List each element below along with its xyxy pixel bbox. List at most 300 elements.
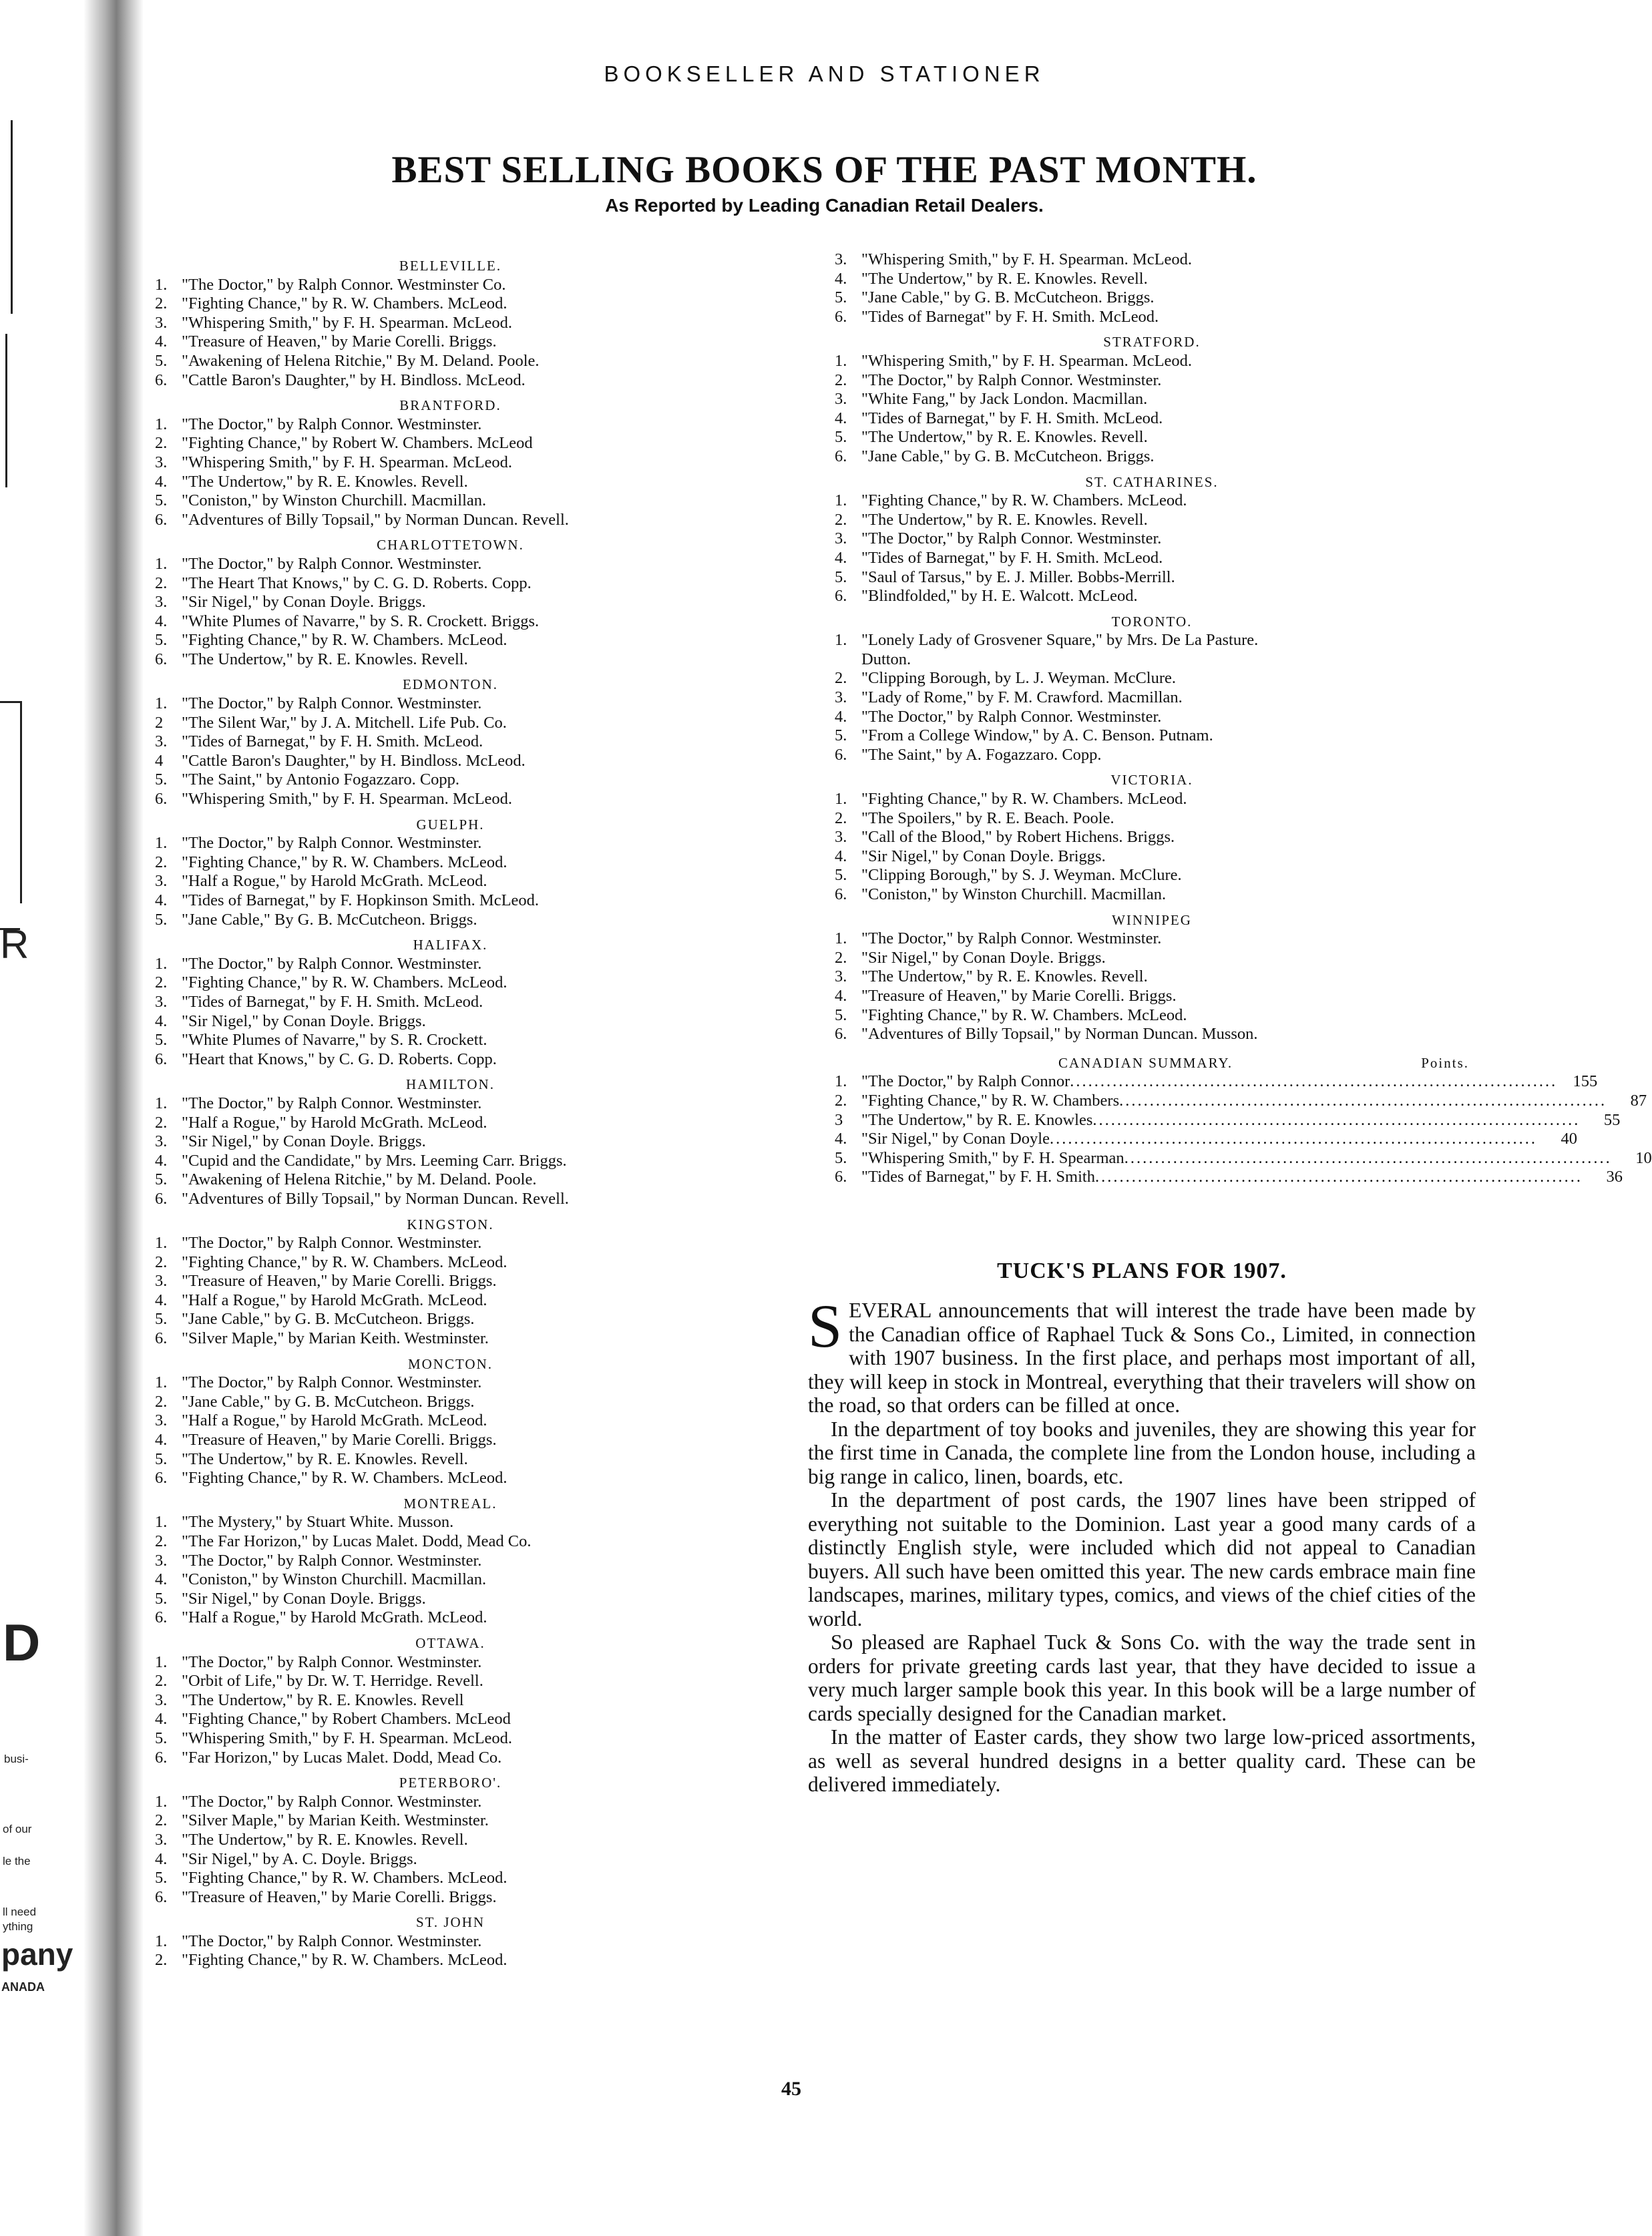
summary-row [835,1110,1621,1130]
rank-number: 6. [155,1469,168,1488]
list-item [155,1653,746,1672]
book-entry: "The Doctor," by Ralph Connor. Westminster. [182,1652,482,1671]
list-item [155,911,746,930]
book-entry: "Tides of Barnegat," by F. Hopkinson Smith. McLeod. [182,891,540,909]
rank-number: 3. [155,593,168,612]
list-item [155,415,746,435]
rank-number: 2. [835,510,847,529]
book-entry: "Fighting Chance," by R. W. Chambers. McLeod. [861,790,1187,809]
book-entry: "Fighting Chance," by R. W. Chambers. McLeod. [182,1869,507,1887]
city-heading: KINGSTON. [407,1216,494,1233]
rank-number: 4. [835,847,847,865]
list-item [835,688,1469,708]
list-item [155,891,746,911]
rank-number: 1. [835,929,847,948]
rank-number: 2. [835,1091,847,1110]
summary-row [835,1148,1652,1168]
book-entry: "Sir Nigel," by A. C. Doyle. Briggs. [182,1849,417,1868]
list-item [155,434,746,453]
rank-number: 5. [155,1449,168,1468]
rank-number: 3. [835,688,847,707]
list-item [835,511,1469,530]
list-item [835,352,1469,371]
list-item [835,708,1469,727]
book-entry: "The Doctor," by Ralph Connor. Westminster. [182,554,482,573]
book-entry: "Half a Rogue," by Harold McGrath. McLeod. [182,1608,487,1627]
list-item [155,276,746,295]
book-entry: "Silver Maple," by Marian Keith. Westminster. [182,1811,489,1830]
list-item [835,409,1469,429]
spine-fragment: busi- [4,1753,29,1765]
rank-number: 1. [835,631,847,650]
list-item [155,1411,746,1431]
list-item [835,549,1469,568]
list-item [155,1094,746,1114]
rank-number: 6. [835,587,847,606]
book-entry: "Coniston," by Winston Churchill. Macmillan. [182,1570,487,1589]
book-entry: "Heart that Knows," by C. G. D. Roberts. Copp. [182,1050,497,1068]
list-item [155,1310,746,1329]
book-entry: "Sir Nigel," by Conan Doyle. Briggs. [182,593,426,612]
book-entry: "Adventures of Billy Topsail," by Norman Duncan. Revell. [182,1189,569,1208]
rank-number: 4. [835,409,847,427]
book-entry: "The Doctor," by Ralph Connor. Westminster. [182,1373,482,1392]
spine-rule [0,701,22,903]
rank-number: 2. [155,1113,168,1132]
book-entry: "The Doctor," by Ralph Connor. Westminster. [861,707,1162,726]
dot-leader: ................................................................................ [1094,1168,1583,1186]
list-item [155,1749,746,1768]
book-entry: "The Doctor," by Ralph Connor. Westminster Co. [182,275,506,294]
city-heading: MONTREAL. [403,1495,497,1512]
rank-number: 2. [155,1672,168,1691]
list-item [155,1431,746,1450]
rank-number: 4. [155,1012,168,1030]
rank-number: 6. [155,1189,168,1208]
rank-number: 4. [835,707,847,726]
article-paragraph: In the matter of Easter cards, they show two large low-priced assortments, as well as several hundred designs in a better quality card. These can be delivered immediately. [808,1725,1476,1796]
list-item [155,694,746,714]
left-column [155,250,746,1970]
book-entry: "Tides of Barnegat," by F. H. Smith. McLeod. [861,409,1163,427]
rank-number: 1. [155,1373,168,1392]
points-value: 10 [1635,1148,1652,1167]
list-item [155,1951,746,1970]
rank-number: 2. [155,1532,168,1550]
rank-number: 3. [155,1132,168,1151]
spine-fragment: D [3,1613,41,1672]
list-item [155,1114,746,1133]
book-entry: "Awakening of Helena Ritchie," By M. Deland. Poole. [182,351,540,370]
rank-number: 4. [155,612,168,630]
rank-number: 6. [155,371,168,389]
rank-number: 5. [835,726,847,745]
list-item [835,568,1469,588]
rank-number: 5. [835,428,847,447]
gutter-shadow [83,0,144,2236]
book-entry: "Jane Cable," by G. B. McCutcheon. Briggs. [861,288,1155,307]
book-entry: "The Doctor," by Ralph Connor. Westminster. [861,529,1162,548]
spine-fragment: le the [3,1855,31,1867]
book-entry: "The Undertow," by R. E. Knowles. Revell [182,1691,464,1709]
city-heading: MONCTON. [407,1355,493,1372]
list-item [155,1590,746,1609]
list-item [155,1691,746,1711]
book-entry: "Sir Nigel," by Conan Doyle. Briggs. [182,1012,426,1030]
book-entry: "The Spoilers," by R. E. Beach. Poole. [861,809,1114,827]
book-entry: "Half a Rogue," by Harold McGrath. McLeod. [182,1411,487,1430]
rank-number: 4. [835,986,847,1005]
book-entry: "The Undertow," by R. E. Knowles [861,1110,1093,1129]
list-item [835,390,1469,409]
list-item [155,1932,746,1952]
list-item [155,853,746,873]
rank-number: 5. [835,288,847,307]
book-entry: "Whispering Smith," by F. H. Spearman [861,1148,1124,1167]
rank-number: 1. [155,554,168,573]
book-entry: "From a College Window," by A. C. Benson. Putnam. [861,726,1213,745]
rank-number: 3. [835,828,847,847]
book-entry: "The Undertow," by R. E. Knowles. Revell. [182,650,468,668]
list-item [835,288,1469,308]
rank-number: 1. [835,491,847,510]
book-entry: "White Plumes of Navarre," by S. R. Crockett. Briggs. [182,612,540,630]
list-item [155,1050,746,1070]
book-entry: "The Undertow," by R. E. Knowles. Revell. [182,1830,468,1849]
book-entry: "Coniston," by Winston Churchill. Macmillan. [861,885,1167,903]
book-entry: "Half a Rogue," by Harold McGrath. McLeod. [182,872,487,891]
rank-number: 3. [155,872,168,891]
list-item [155,1811,746,1831]
list-item [835,308,1469,327]
book-entry: "Treasure of Heaven," by Marie Corelli. Briggs. [182,332,497,351]
list-item [835,631,1469,650]
list-item [835,371,1469,391]
book-entry: "Sir Nigel," by Conan Doyle. Briggs. [861,847,1106,865]
book-entry: "Fighting Chance," by R. W. Chambers. McLeod. [182,973,507,992]
list-item [155,872,746,891]
book-entry: "The Doctor," by Ralph Connor. Westminster. [182,1551,482,1570]
rank-number: 1. [155,415,168,433]
rank-number: 6. [155,790,168,809]
list-item [155,1710,746,1729]
book-entry: "The Doctor," by Ralph Connor. Westminster. [182,694,482,713]
list-item [155,1469,746,1488]
book-entry: "The Saint," by A. Fogazzaro. Copp. [861,745,1102,764]
page-title: BEST SELLING BOOKS OF THE PAST MONTH. [391,149,1257,191]
book-entry: "Sir Nigel," by Conan Doyle. Briggs. [182,1132,426,1151]
rank-number: 1. [155,1792,168,1811]
book-entry: "Sir Nigel," by Conan Doyle [861,1130,1050,1148]
right-column [835,250,1652,1187]
summary-row [835,1168,1623,1187]
city-heading: OTTAWA. [415,1634,485,1651]
list-item [155,1552,746,1571]
page-subtitle: As Reported by Leading Canadian Retail Dealers. [605,195,1044,216]
book-entry: "Fighting Chance," by R. W. Chambers. McLeod. [182,1469,507,1488]
rank-number: 1. [155,694,168,713]
list-item [155,1672,746,1691]
rank-number: 1. [155,1932,168,1950]
book-entry: "The Doctor," by Ralph Connor. Westminster. [182,834,482,853]
points-value: 40 [1561,1130,1577,1148]
list-item [155,1888,746,1908]
book-entry: Dutton. [861,650,911,668]
rank-number: 2. [155,294,168,313]
book-entry: "Adventures of Billy Topsail," by Norman Duncan. Revell. [182,510,569,529]
rank-number: 2. [155,973,168,992]
adjacent-page-edge [0,0,73,2236]
book-entry: "The Doctor," by Ralph Connor. Westminster. [861,371,1162,389]
book-entry: "Jane Cable," By G. B. McCutcheon. Briggs. [182,910,477,929]
rank-number: 4. [155,1710,168,1729]
book-entry: "The Saint," by Antonio Fogazzaro. Copp. [182,770,460,789]
rank-number: 1. [835,1072,847,1091]
city-heading: HAMILTON. [406,1076,495,1093]
book-entry: "Treasure of Heaven," by Marie Corelli. Briggs. [182,1272,497,1291]
book-entry: "Clipping Borough, by L. J. Weyman. McClure. [861,669,1177,688]
rank-number: 6. [835,447,847,465]
rank-number: 6. [155,1748,168,1767]
book-entry: "The Heart That Knows," by C. G. D. Roberts. Copp. [182,574,532,592]
rank-number: 3. [155,313,168,332]
rank-number: 5. [835,568,847,586]
book-entry: "Tides of Barnegat," by F. H. Smith [861,1168,1095,1186]
book-entry: "The Doctor," by Ralph Connor. Westminster. [182,1792,482,1811]
book-entry: "Far Horizon," by Lucas Malet. Dodd, Mead Co. [182,1748,502,1767]
rank-number: 6. [835,307,847,326]
article-paragraph: So pleased are Raphael Tuck & Sons Co. with the way the trade sent in orders for private greeting cards last year, that they have decided to issue a very much larger sample book this year. In this book will be a large number of cards specially designed for the Canadian market. [808,1630,1476,1725]
rank-number: 6. [835,1025,847,1044]
list-item [835,847,1469,867]
city-heading: ST. JOHN [415,1914,485,1931]
city-heading: TORONTO. [1111,613,1193,630]
spine-fragment: of our [3,1823,32,1835]
list-item [155,1450,746,1470]
list-item [155,1329,746,1349]
list-item [835,447,1469,467]
list-item [155,453,746,473]
list-item [155,1608,746,1628]
city-heading: EDMONTON. [402,676,499,693]
book-entry: "Fighting Chance," by R. W. Chambers. McLeod. [861,491,1187,510]
rank-number: 4. [155,332,168,351]
rank-number: 1. [155,1234,168,1253]
rank-number: 1. [835,790,847,809]
list-item [155,834,746,853]
city-heading: BRANTFORD. [399,397,501,414]
points-value: 36 [1606,1168,1623,1186]
city-heading: WINNIPEG [1112,911,1192,928]
list-item [835,726,1469,746]
book-entry: "The Doctor," by Ralph Connor. Westminster. [182,415,482,433]
dot-leader: ................................................................................ [1119,1091,1607,1110]
city-heading: BELLEVILLE. [399,258,502,274]
book-entry: "Coniston," by Winston Churchill. Macmillan. [182,491,487,510]
rank-number: 6. [155,650,168,668]
article-paragraph: In the department of post cards, the 1907 lines have been stripped of everything not suitable to the Dominion. Last year a good many cards of a distinctly English style, were included which did not appeal to Canadian buyers. All such have been omitted this year. The new cards embrace main fine landscapes, marines, military types, comics, and views of the chief cities of the world. [808,1488,1476,1630]
rank-number: 4. [155,1431,168,1449]
rank-number: 3. [155,1411,168,1430]
summary-row [835,1072,1598,1092]
book-entry: "Fighting Chance," by R. W. Chambers. McLeod. [182,1951,507,1970]
book-entry: "Jane Cable," by G. B. McCutcheon. Briggs. [182,1392,475,1411]
list-item [155,1132,746,1152]
book-entry: "The Doctor," by Ralph Connor. Westminster. [861,929,1162,948]
list-item [155,1793,746,1812]
rank-number: 3. [155,1691,168,1709]
rank-number: 6. [835,885,847,903]
book-entry: "Jane Cable," by G. B. McCutcheon. Briggs. [182,1310,475,1329]
book-entry: "Lonely Lady of Grosvener Square," by Mrs. De La Pasture. [861,631,1259,650]
rank-number: 6. [835,745,847,764]
list-item [155,371,746,391]
book-entry: "Treasure of Heaven," by Marie Corelli. Briggs. [861,986,1177,1005]
book-entry: "Clipping Borough," by S. J. Weyman. McClure. [861,866,1182,885]
list-item [835,967,1469,987]
rank-number: 2 [155,713,164,732]
city-heading: STRATFORD. [1103,334,1201,351]
rank-number: 6. [835,1168,847,1186]
summary-heading: CANADIAN SUMMARY. [1058,1054,1233,1071]
list-item [835,529,1469,549]
rank-number: 2. [155,1392,168,1411]
list-item [155,732,746,752]
book-entry: "Cattle Baron's Daughter," by H. Bindloss. McLeod. [182,371,526,389]
dot-leader: ................................................................................ [1050,1130,1537,1148]
list-item [835,949,1469,968]
rank-number: 5. [835,1148,847,1167]
book-entry: "The Undertow," by R. E. Knowles. Revell. [182,472,468,491]
list-item [155,593,746,612]
summary-header [835,1054,1469,1073]
rank-number: 1. [155,1094,168,1112]
book-entry: "Half a Rogue," by Harold McGrath. McLeod. [182,1113,487,1132]
rank-number: 4. [155,1151,168,1170]
book-entry: "The Silent War," by J. A. Mitchell. Life Pub. Co. [182,713,507,732]
rank-number: 6. [155,510,168,529]
book-entry: "Tides of Barnegat," by F. H. Smith. McLeod. [861,548,1163,567]
book-entry: "The Undertow," by R. E. Knowles. Revell. [861,269,1148,288]
city-heading: VICTORIA. [1110,772,1193,789]
summary-row [835,1091,1647,1111]
rank-number: 4 [155,751,164,770]
list-item [835,270,1469,289]
book-entry: "Tides of Barnegat," by F. H. Smith. McLeod. [182,992,483,1011]
list-item [155,555,746,574]
list-item [155,1729,746,1749]
list-item [155,314,746,333]
list-item [155,1532,746,1552]
book-entry: "The Undertow," by R. E. Knowles. Revell. [861,510,1148,529]
book-entry: "The Mystery," by Stuart White. Musson. [182,1513,454,1532]
list-item [155,790,746,809]
rank-number: 5. [835,1005,847,1024]
rank-number: 3. [155,1272,168,1291]
summary-table [835,1072,1652,1187]
list-item [835,929,1469,949]
book-entry: "Lady of Rome," by F. M. Crawford. Macmillan. [861,688,1183,707]
list-item [155,1513,746,1532]
rank-number: 2. [155,853,168,871]
summary-row [835,1130,1577,1149]
drop-cap: S [808,1292,843,1360]
city-heading: PETERBORO'. [399,1775,502,1791]
list-item [155,955,746,974]
book-entry: "The Undertow," by R. E. Knowles. Revell. [861,967,1148,986]
rank-number: 5. [155,1729,168,1747]
book-entry: "Awakening of Helena Ritchie," by M. Deland. Poole. [182,1170,537,1189]
list-item [155,1234,746,1253]
points-value: 87 [1630,1091,1647,1110]
book-entry: "Fighting Chance," by Robert Chambers. McLeod [182,1710,511,1729]
list-item [835,1025,1469,1044]
spine-fragment: ything [3,1920,33,1933]
list-item [155,1012,746,1032]
book-entry: "The Doctor," by Ralph Connor. Westminster. [182,954,482,973]
book-entry: "Treasure of Heaven," by Marie Corelli. Briggs. [182,1431,497,1449]
rank-number: 2. [835,809,847,827]
list-item [155,714,746,733]
list-item [155,1570,746,1590]
city-heading: CHARLOTTETOWN. [377,537,524,553]
book-entry: "Whispering Smith," by F. H. Spearman. McLeod. [182,1729,513,1747]
rank-number: 5. [835,866,847,885]
list-item [835,587,1469,606]
list-item [155,473,746,492]
book-entry: "Fighting Chance," by R. W. Chambers. McLeod. [182,294,507,313]
book-entry: "Whispering Smith," by F. H. Spearman. McLeod. [182,790,513,809]
rank-number: 5. [155,491,168,510]
rank-number: 5. [155,770,168,789]
rank-number: 3. [155,1830,168,1849]
rank-number: 5. [155,910,168,929]
list-item [155,1170,746,1190]
rank-number: 2. [835,371,847,389]
rank-number: 5. [155,1589,168,1608]
list-item [155,1869,746,1888]
dot-leader: ................................................................................ [1092,1110,1581,1129]
rank-number: 4. [155,1570,168,1589]
list-item [835,809,1469,829]
list-item [155,511,746,530]
list-item [155,352,746,371]
rank-number: 6. [155,1050,168,1068]
rank-number: 3. [835,967,847,986]
spine-rule [0,334,7,487]
book-entry: "Fighting Chance," by Robert W. Chambers. McLeod [182,434,533,453]
book-entry: "Call of the Blood," by Robert Hichens. Briggs. [861,828,1175,847]
rank-number: 3. [155,732,168,751]
list-item [155,1850,746,1869]
rank-number: 4. [835,269,847,288]
page-number: 45 [781,2078,801,2100]
rank-number: 1. [835,351,847,370]
rank-number: 4. [835,548,847,567]
rank-number: 3. [155,1551,168,1570]
list-item [835,746,1469,765]
list-item [155,993,746,1012]
rank-number: 5. [155,1031,168,1050]
book-entry: "Cattle Baron's Daughter," by H. Bindloss. McLeod. [182,751,526,770]
book-entry: "Tides of Barnegat" by F. H. Smith. McLeod. [861,307,1159,326]
article [808,1259,1476,1797]
book-entry: "Whispering Smith," by F. H. Spearman. McLeod. [182,313,513,332]
rank-number: 3. [835,250,847,268]
book-entry: "The Undertow," by R. E. Knowles. Revell. [182,1449,468,1468]
book-entry: "Saul of Tarsus," by E. J. Miller. Bobbs-Merrill. [861,568,1175,586]
list-item [155,973,746,993]
